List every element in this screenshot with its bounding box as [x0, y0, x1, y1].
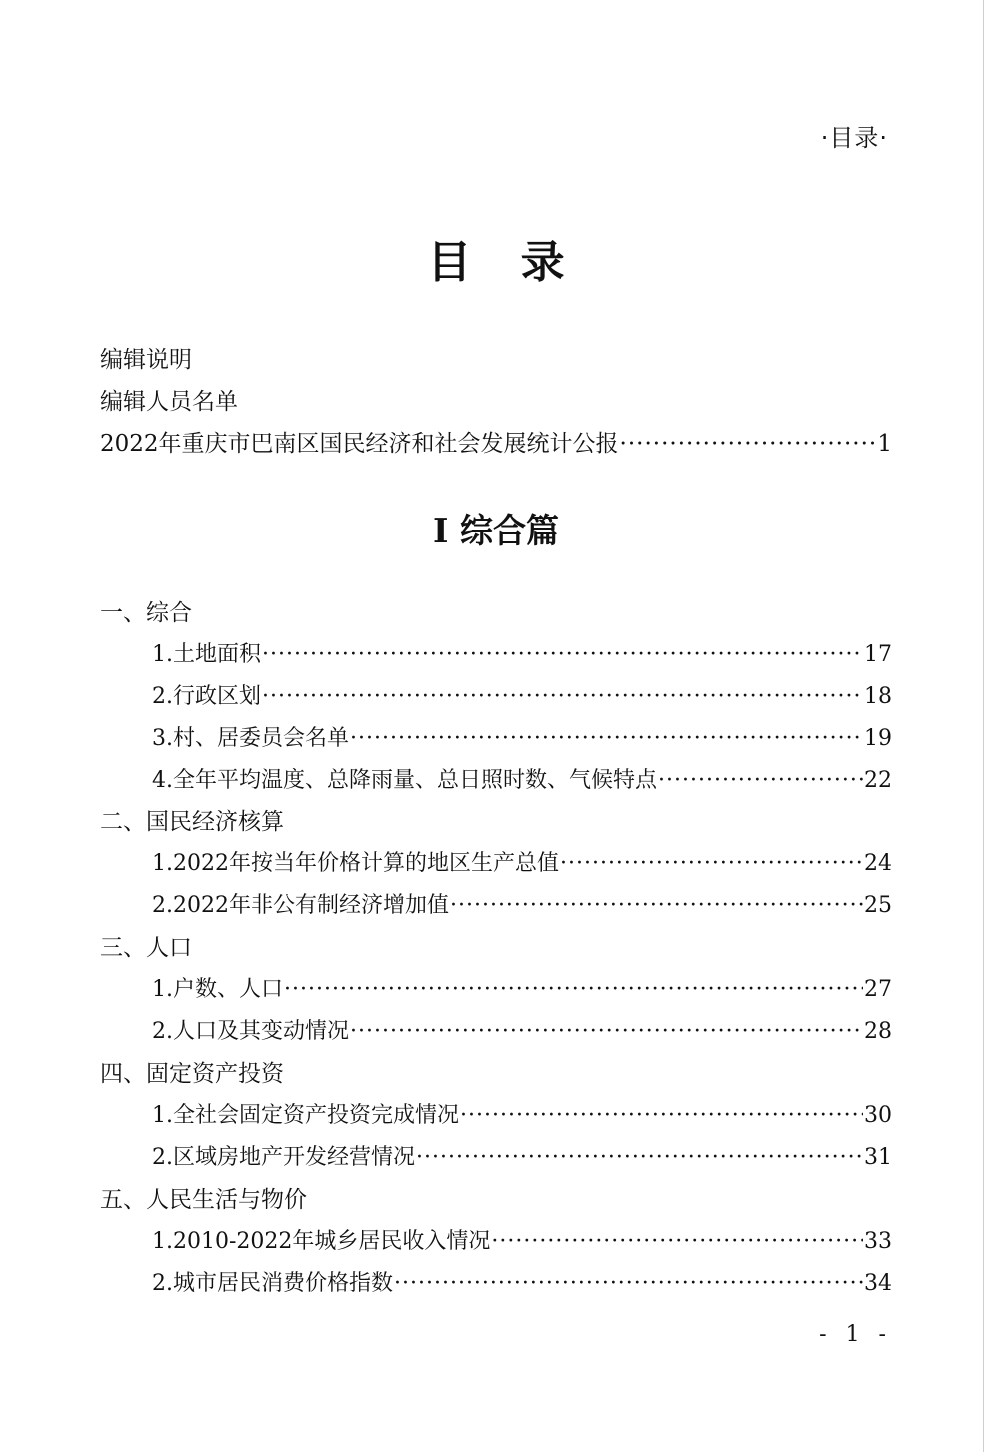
section-heading-national-accounts[interactable]: 二、国民经济核算	[100, 809, 284, 835]
toc-entry-label: 2.区域房地产开发经营情况	[152, 1145, 415, 1170]
toc-entry[interactable]	[152, 765, 892, 797]
toc-entry-label: 1.2010-2022年城乡居民收入情况	[152, 1229, 491, 1254]
front-matter-item-bulletin[interactable]	[100, 428, 892, 460]
toc-entry[interactable]	[152, 723, 892, 755]
toc-entry-label: 2.行政区划	[152, 684, 261, 709]
toc-entry-label: 1.土地面积	[152, 642, 261, 667]
toc-entry-label: 1.2022年按当年价格计算的地区生产总值	[152, 851, 559, 876]
toc-entry-page: 1	[877, 431, 892, 457]
toc-entry-page: 19	[864, 726, 892, 751]
toc-entry[interactable]	[152, 1142, 892, 1174]
toc-entry-page: 25	[864, 893, 892, 918]
toc-entry[interactable]	[152, 639, 892, 671]
dot-leader	[416, 1142, 863, 1174]
toc-entry-label: 2.城市居民消费价格指数	[152, 1271, 393, 1296]
toc-entry-page: 17	[864, 642, 892, 667]
toc-entry-label: 2.2022年非公有制经济增加值	[152, 893, 449, 918]
toc-entry-page: 31	[864, 1145, 892, 1170]
dot-leader	[350, 723, 863, 755]
dot-leader	[350, 1016, 863, 1048]
toc-entry-label: 4.全年平均温度、总降雨量、总日照时数、气候特点	[152, 768, 657, 793]
page-edge-line	[983, 0, 984, 1452]
dot-leader	[394, 1268, 863, 1300]
toc-entry-page: 27	[864, 977, 892, 1002]
toc-entry[interactable]	[152, 681, 892, 713]
page-number: - 1 -	[819, 1322, 892, 1347]
section-heading-population[interactable]: 三、人口	[100, 935, 192, 961]
dot-leader	[658, 765, 863, 797]
front-matter-item-editor-list[interactable]: 编辑人员名单	[100, 389, 238, 415]
toc-entry-page: 24	[864, 851, 892, 876]
dot-leader	[620, 428, 877, 460]
dot-leader	[450, 890, 863, 922]
dot-leader	[262, 639, 863, 671]
running-header: ·目录·	[820, 124, 888, 152]
toc-entry[interactable]	[152, 1226, 892, 1258]
toc-entry-label: 2022年重庆市巴南区国民经济和社会发展统计公报	[100, 431, 619, 457]
dot-leader	[284, 974, 863, 1006]
toc-entry-label: 1.全社会固定资产投资完成情况	[152, 1103, 459, 1128]
dot-leader	[560, 848, 863, 880]
part-title: I 综合篇	[433, 511, 559, 550]
toc-entry-page: 30	[864, 1103, 892, 1128]
toc-entry-label: 2.人口及其变动情况	[152, 1019, 349, 1044]
section-heading-fixed-asset-investment[interactable]: 四、固定资产投资	[100, 1061, 284, 1087]
toc-entry[interactable]	[152, 890, 892, 922]
toc-entry-label: 1.户数、人口	[152, 977, 283, 1002]
section-heading-comprehensive[interactable]: 一、综合	[100, 600, 192, 626]
toc-entry-page: 33	[864, 1229, 892, 1254]
toc-entry-page: 28	[864, 1019, 892, 1044]
toc-entry[interactable]	[152, 1268, 892, 1300]
toc-entry[interactable]	[152, 1100, 892, 1132]
dot-leader	[491, 1226, 863, 1258]
section-heading-living-and-prices[interactable]: 五、人民生活与物价	[100, 1187, 307, 1213]
toc-entry[interactable]	[152, 1016, 892, 1048]
toc-entry-page: 22	[864, 768, 892, 793]
front-matter-item-editorial-notes[interactable]: 编辑说明	[100, 347, 192, 373]
dot-leader	[262, 681, 863, 713]
toc-entry-page: 18	[864, 684, 892, 709]
dot-leader	[460, 1100, 863, 1132]
toc-entry-page: 34	[864, 1271, 892, 1296]
toc-entry[interactable]	[152, 848, 892, 880]
toc-entry-label: 3.村、居委员会名单	[152, 726, 349, 751]
toc-entry[interactable]	[152, 974, 892, 1006]
page-title: 目 录	[427, 237, 565, 288]
